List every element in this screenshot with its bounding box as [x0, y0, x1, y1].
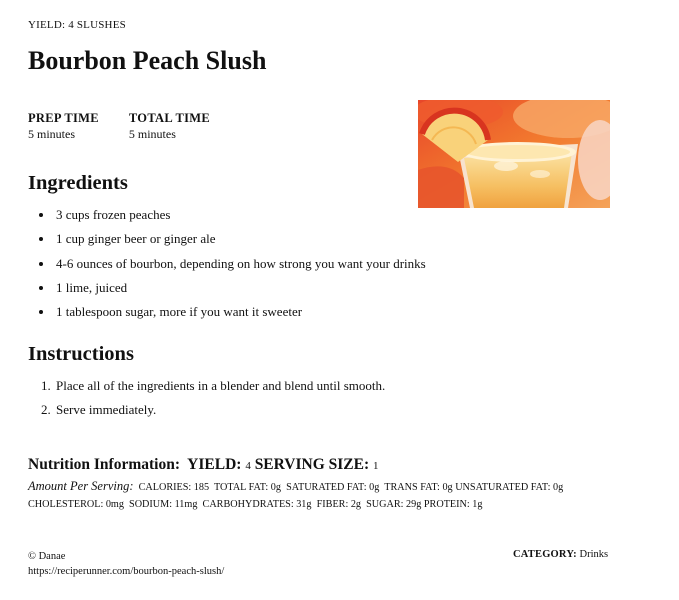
- nutrition-fact: UNSATURATED FAT: 0g: [455, 482, 564, 493]
- total-time: [129, 111, 210, 142]
- nutrition-fact: TOTAL FAT: 0g: [214, 482, 281, 493]
- list-item: 1. Place all of the ingredients in a blender and blend until smooth.: [54, 375, 385, 399]
- ingredients-heading: Ingredients: [28, 172, 128, 194]
- recipe-title: Bourbon Peach Slush: [28, 46, 267, 75]
- nutrition-fact: PROTEIN: 1g: [423, 499, 483, 510]
- amount-per-serving: Amount Per Serving:: [28, 479, 134, 493]
- instructions-heading: Instructions: [28, 343, 134, 365]
- peach-slush-photo: [418, 100, 610, 208]
- list-item: • 1 cup ginger beer or ginger ale: [54, 228, 426, 252]
- nutrition-fact: CHOLESTEROL: 0mg: [28, 499, 124, 510]
- category-label: CATEGORY:: [513, 549, 577, 560]
- time-info: [28, 111, 210, 142]
- recipe-category: [513, 549, 608, 560]
- yield-line: YIELD: 4 SLUSHES: [28, 19, 126, 31]
- list-item: 2. Serve immediately.: [54, 399, 385, 423]
- prep-time: [28, 111, 99, 142]
- nutrition-title: Nutrition Information:: [28, 456, 180, 473]
- list-item: • 4-6 ounces of bourbon, depending on how strong you want your drinks: [54, 253, 426, 277]
- list-item: • 3 cups frozen peaches: [54, 204, 426, 228]
- peach-slush-photo-icon: [418, 100, 610, 208]
- nutrition-facts: [28, 478, 628, 513]
- list-item: • 1 tablespoon sugar, more if you want it sweeter: [54, 301, 426, 325]
- author-credit: © Danae: [28, 551, 66, 562]
- nutrition-fact: CARBOHYDRATES: 31g: [202, 499, 312, 510]
- serving-size-value: 1: [373, 460, 379, 472]
- nutrition-fact: SODIUM: 11mg: [129, 499, 198, 510]
- total-time-value: 5 minutes: [128, 127, 176, 141]
- ingredients-list: [28, 204, 426, 325]
- total-time-label: TOTAL TIME: [128, 111, 211, 125]
- instructions-list: [28, 375, 385, 423]
- recipe-url[interactable]: https://reciperunner.com/bourbon-peach-slush/: [28, 566, 225, 577]
- nutrition-yield-value: 4: [245, 460, 251, 472]
- list-item: • 1 lime, juiced: [54, 277, 426, 301]
- category-value: Drinks: [579, 549, 609, 560]
- nutrition-fact: SATURATED FAT: 0g: [286, 482, 380, 493]
- nutrition-fact: SUGAR: 29g: [366, 499, 422, 510]
- footer-credit: [28, 549, 224, 579]
- nutrition-fact: FIBER: 2g: [316, 499, 362, 510]
- nutrition-yield-label: YIELD:: [187, 456, 242, 473]
- nutrition-fact: TRANS FAT: 0g: [384, 482, 453, 493]
- nutrition-heading: [28, 456, 379, 474]
- prep-time-label: PREP TIME: [28, 111, 99, 125]
- serving-size-label: SERVING SIZE:: [254, 456, 370, 473]
- prep-time-value: 5 minutes: [28, 127, 75, 141]
- nutrition-fact: CALORIES: 185: [138, 482, 210, 493]
